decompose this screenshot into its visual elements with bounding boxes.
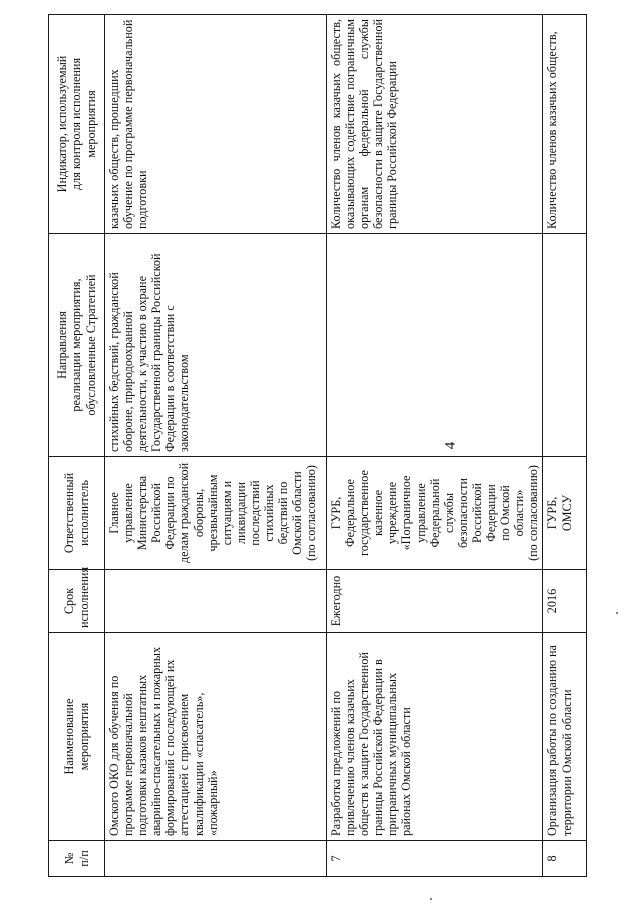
row-number: [105, 841, 327, 877]
table-row: [543, 15, 587, 877]
events-table: [48, 14, 587, 877]
header-direction: Направления реализации мероприятия, обусловленные Стратегией: [49, 234, 105, 457]
event-indicator: Количество членов казачьих обществ,: [543, 15, 587, 234]
event-responsible: ГУРБ, Федеральное государственное казенное учреждение «Пограничное управление Федеральной службы безопасности Российской Федерации по Омской области» (по согласованию): [327, 457, 543, 570]
header-indicator: Индикатор, используемый для контроля исполнения мероприятия: [49, 15, 105, 234]
table-row: [105, 15, 327, 877]
event-term: 2016: [543, 570, 587, 633]
table-header-row: [49, 15, 105, 877]
event-name: Организация работы по созданию на территории Омской области: [543, 633, 587, 841]
event-responsible: Главное управление Министерства Российской Федерации по делам гражданской обороны, чрезвычайным ситуациям и ликвидации последствий стихийных бедствий по Омской области (по согласованию): [105, 457, 327, 570]
event-name: Разработка предложений по привлечению членов казачьих обществ к защите Государственной границы Российской Федерации в приграничных муниципальных районах Омской области: [327, 633, 543, 841]
event-term: [105, 570, 327, 633]
header-term: Срок исполнения: [49, 570, 105, 633]
scan-speck: [616, 612, 618, 614]
row-number: 7: [327, 841, 543, 877]
header-number: № п/п: [49, 841, 105, 877]
event-indicator: Количество членов казачьих обществ, оказывающих содействие пограничным органам федеральной службы безопасности в защите Государственной границы Российской Федерации: [327, 15, 543, 234]
event-name: Омского ОКО для обучения по программе первоначальной подготовки казаков нештатных аварийно-спасательных и пожарных формирований с последующей их аттестацией с присвоением квалификации «спасатель», «пожарный»: [105, 633, 327, 841]
event-direction: [327, 234, 543, 457]
event-direction: стихийных бедствий, гражданской обороне, природоохранной деятельности, к участию в охране Государственной границы Российской Федерации в соответствии с законодательством: [105, 234, 327, 457]
event-direction: [543, 234, 587, 457]
header-event-name: Наименование мероприятия: [49, 633, 105, 841]
event-responsible: ГУРБ, ОМСУ: [543, 457, 587, 570]
table-row: [327, 15, 543, 877]
row-number: 8: [543, 841, 587, 877]
scan-speck: [430, 898, 432, 900]
event-term: Ежегодно: [327, 570, 543, 633]
rotated-table-container: [48, 15, 586, 877]
event-indicator: казачьих обществ, прошедших обучение по программе первоначальной подготовки: [105, 15, 327, 234]
page-number: 4: [442, 441, 459, 450]
header-responsible: Ответственный исполнитель: [49, 457, 105, 570]
